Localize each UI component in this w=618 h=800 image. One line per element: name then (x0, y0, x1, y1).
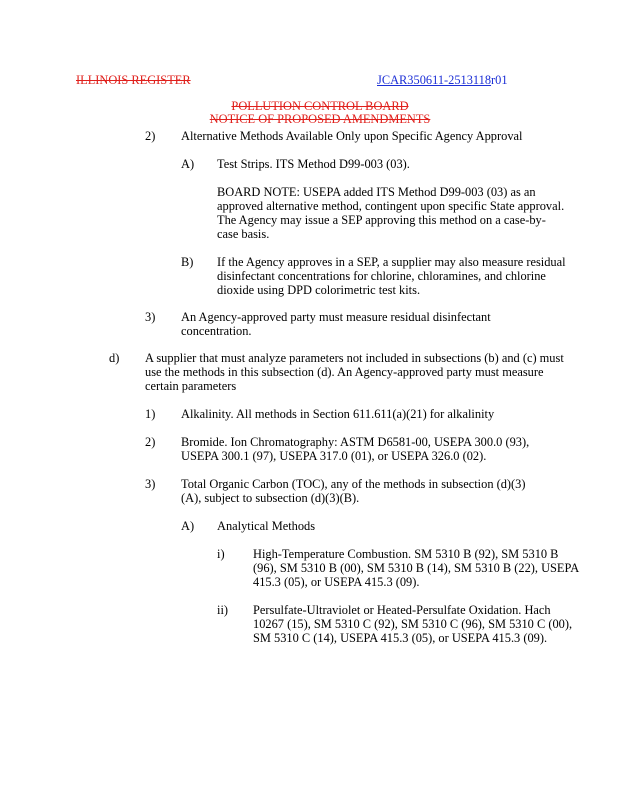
item-text: Persulfate-Ultraviolet or Heated-Persulfate Oxidation. Hach 10267 (15), SM 5310 C (92), SM 5310 C (96), SM 5310 C (00), SM 5310 C (14), USEPA 415.3 (05), or USEPA 415.3 (09). (253, 603, 573, 645)
jcar-id-main: JCAR350611-2513118 (377, 73, 492, 87)
board-title: POLLUTION CONTROL BOARD (231, 99, 409, 113)
item-number: 2) (145, 129, 156, 143)
item-text: A supplier that must analyze parameters not included in subsections (b) and (c) must use the methods in this subsection (d). An Agency-approved party must measure certain parameters (145, 351, 564, 393)
item-number: A) (181, 157, 195, 171)
item-number: B) (181, 255, 194, 269)
jcar-id-suffix: r01 (491, 73, 508, 87)
jcar-identifier (377, 73, 508, 87)
item-text: An Agency-approved party must measure residual disinfectant concentration. (181, 310, 491, 338)
item-text: Total Organic Carbon (TOC), any of the methods in subsection (d)(3)(A), subject to subsection (d)(3)(B). (181, 477, 526, 505)
item-text: Bromide. Ion Chromatography: ASTM D6581-00, USEPA 300.0 (93), USEPA 300.1 (97), USEPA 317.0 (01), or USEPA 326.0 (02). (181, 435, 530, 463)
item-text: High-Temperature Combustion. SM 5310 B (92), SM 5310 B (96), SM 5310 B (00), SM 5310 B (14), SM 5310 B (22), USEPA 415.3 (05), or USEPA 415.3 (09). (253, 547, 579, 589)
register-header: ILLINOIS REGISTER (76, 73, 191, 87)
board-note-text: BOARD NOTE: USEPA added ITS Method D99-003 (03) as an approved alternative method, contingent upon specific State approval. The Agency may issue a SEP approving this method on a case-by-case basis. (217, 185, 565, 241)
item-number: ii) (217, 603, 229, 617)
item-number: A) (181, 519, 195, 533)
item-number: 2) (145, 435, 156, 449)
item-number: 3) (145, 477, 156, 491)
notice-title: NOTICE OF PROPOSED AMENDMENTS (209, 112, 431, 126)
item-number: d) (109, 351, 120, 365)
item-text: Analytical Methods (217, 519, 316, 533)
item-text: Alternative Methods Available Only upon Specific Agency Approval (181, 129, 523, 143)
item-text: Alkalinity. All methods in Section 611.611(a)(21) for alkalinity (181, 407, 495, 421)
item-text: Test Strips. ITS Method D99-003 (03). (217, 157, 410, 171)
item-number: i) (217, 547, 225, 561)
item-number: 1) (145, 407, 156, 421)
item-number: 3) (145, 310, 156, 324)
item-text: If the Agency approves in a SEP, a supplier may also measure residual disinfectant concentrations for chlorine, chloramines, and chlorine dioxide using DPD colorimetric test kits. (217, 255, 566, 297)
